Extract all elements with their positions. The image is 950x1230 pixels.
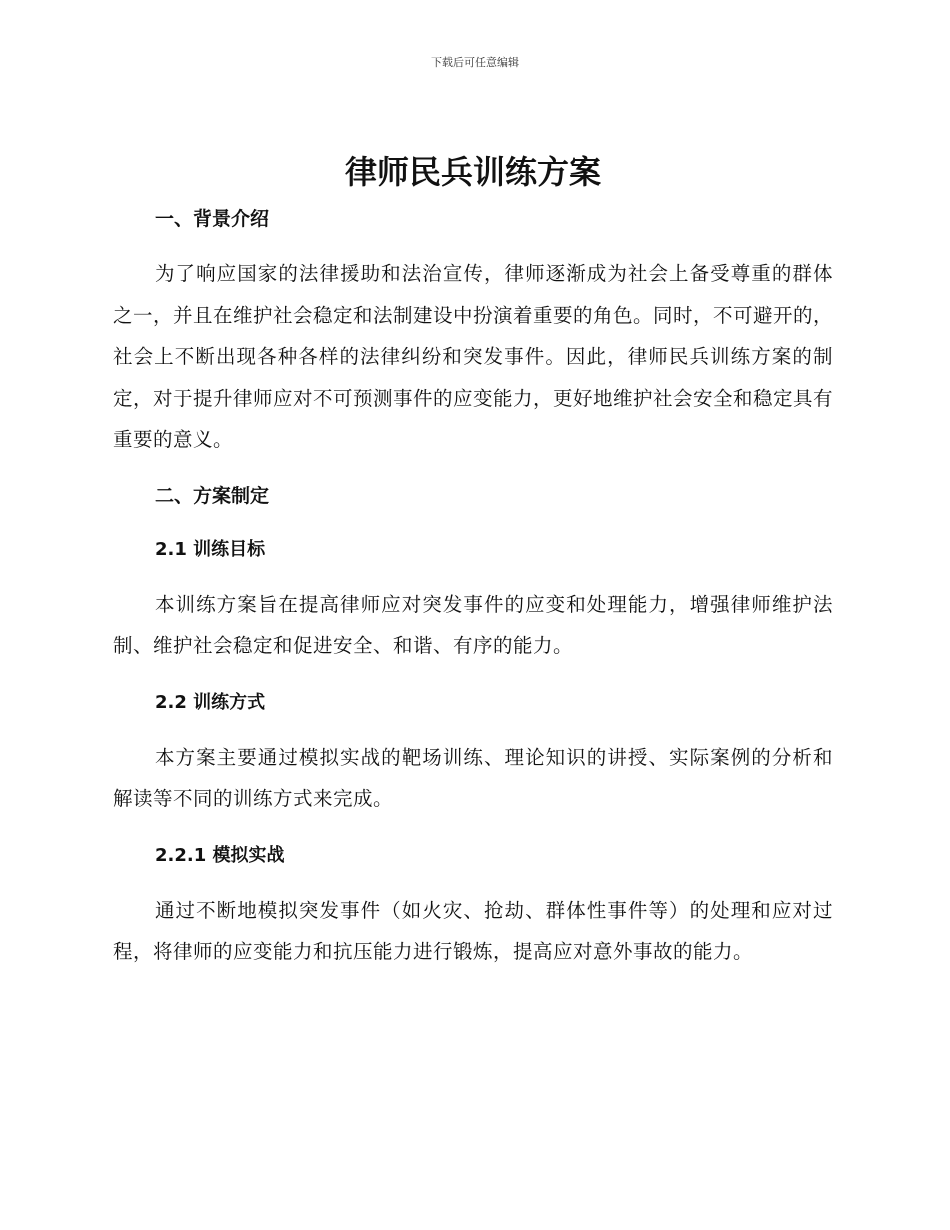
- document-body: [113, 148, 833, 973]
- section-heading-plan: 二、方案制定: [155, 484, 270, 507]
- section-heading-background: 一、背景介绍: [155, 208, 270, 230]
- subsection-heading-simulation: 2.2.1 模拟实战: [155, 844, 285, 866]
- paragraph-simulation: 通过不断地模拟突发事件（如火灾、抢劫、群体性事件等）的处理和应对过程，将律师的应变能力和抗压能力进行锻炼，提高应对意外事故的能力。: [113, 898, 833, 963]
- document-title: 律师民兵训练方案: [344, 153, 601, 191]
- header-note: 下载后可任意编辑: [431, 56, 519, 69]
- paragraph-goal: 本训练方案旨在提高律师应对突发事件的应变和处理能力，增强律师维护法制、维护社会稳定和促进安全、和谐、有序的能力。: [113, 592, 833, 657]
- subsection-heading-method: 2.2 训练方式: [155, 691, 266, 713]
- paragraph-background: 为了响应国家的法律援助和法治宣传，律师逐渐成为社会上备受尊重的群体之一，并且在维护社会稳定和法制建设中扮演着重要的角色。同时，不可避开的，社会上不断出现各种各样的法律纠纷和突发事件。因此，律师民兵训练方案的制定，对于提升律师应对不可预测事件的应变能力，更好地维护社会安全和稳定具有重要的意义。: [113, 262, 834, 451]
- paragraph-method: 本方案主要通过模拟实战的靶场训练、理论知识的讲授、实际案例的分析和解读等不同的训练方式来完成。: [113, 745, 833, 810]
- subsection-heading-goal: 2.1 训练目标: [155, 538, 266, 560]
